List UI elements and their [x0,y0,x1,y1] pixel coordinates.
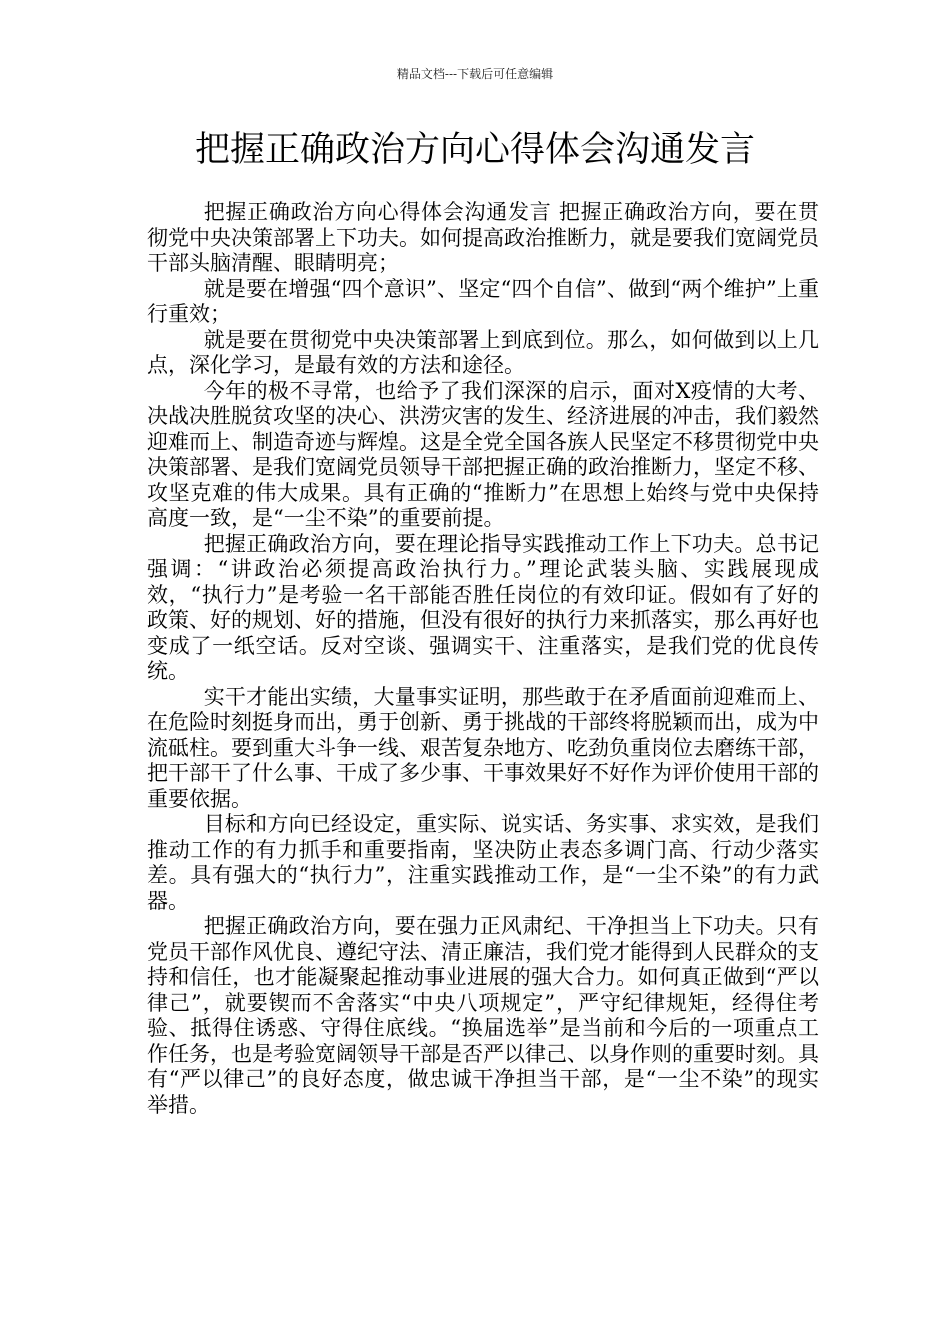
header-note: 精品文档---下载后可任意编辑 [396,67,554,81]
paragraph: 把握正确政治方向心得体会沟通发言 把握正确政治方向，要在贯彻党中央决策部署上下功夫。如何提高政治推断力，就是要我们宽阔党员干部头脑清醒、眼睛明亮； [147,200,819,275]
paragraph: 目标和方向已经设定，重实际、说实话、务实事、求实效，是我们推动工作的有力抓手和重要指南，坚决防止表态多调门高、行动少落实差。具有强大的“执行力”，注重实践推动工作，是“一尘不染”的有力武器。 [147,812,819,913]
paragraph: 把握正确政治方向，要在强力正风肃纪、干净担当上下功夫。只有党员干部作风优良、遵纪守法、清正廉洁，我们党才能得到人民群众的支持和信任，也才能凝聚起推动事业进展的强大合力。如何真正做到“严以律己”，就要锲而不舍落实“中央八项规定”，严守纪律规矩，经得住考验、抵得住诱惑、守得住底线。“换届选举”是当前和今后的一项重点工作任务，也是考验宽阔领导干部是否严以律己、以身作则的重要时刻。具有“严以律己”的良好态度，做忠诚干净担当干部，是“一尘不染”的现实举措。 [147,914,819,1117]
paragraph: 把握正确政治方向，要在理论指导实践推动工作上下功夫。总书记强调：“讲政治必须提高政治执行力。”理论武装头脑、实践展现成效，“执行力”是考验一名干部能否胜任岗位的有效印证。假如有了好的政策、好的规划、好的措施，但没有很好的执行力来抓落实，那么再好也变成了一纸空话。反对空谈、强调实干、注重落实，是我们党的优良传统。 [147,531,819,683]
paragraph: 就是要在增强“四个意识”、坚定“四个自信”、做到“两个维护”上重行重效； [147,276,819,326]
paragraph: 今年的极不寻常，也给予了我们深深的启示，面对X疫情的大考、决战决胜脱贫攻坚的决心、洪涝灾害的发生、经济进展的冲击，我们毅然迎难而上、制造奇迹与辉煌。这是全党全国各族人民坚定不移贯彻党中央决策部署、是我们宽阔党员领导干部把握正确的政治推断力，坚定不移、攻坚克难的伟大成果。具有正确的“推断力”在思想上始终与党中央保持高度一致，是“一尘不染”的重要前提。 [147,378,819,530]
paragraph: 实干才能出实绩，大量事实证明，那些敢于在矛盾面前迎难而上、在危险时刻挺身而出，勇于创新、勇于挑战的干部终将脱颖而出，成为中流砥柱。要到重大斗争一线、艰苦复杂地方、吃劲负重岗位去磨练干部，把干部干了什么事、干成了多少事、干事效果好不好作为评价使用干部的重要依据。 [147,684,819,811]
paragraph: 就是要在贯彻党中央决策部署上到底到位。那么，如何做到以上几点，深化学习，是最有效的方法和途径。 [147,327,819,377]
document-title: 把握正确政治方向心得体会沟通发言 [194,130,755,170]
document-body [147,200,819,1118]
